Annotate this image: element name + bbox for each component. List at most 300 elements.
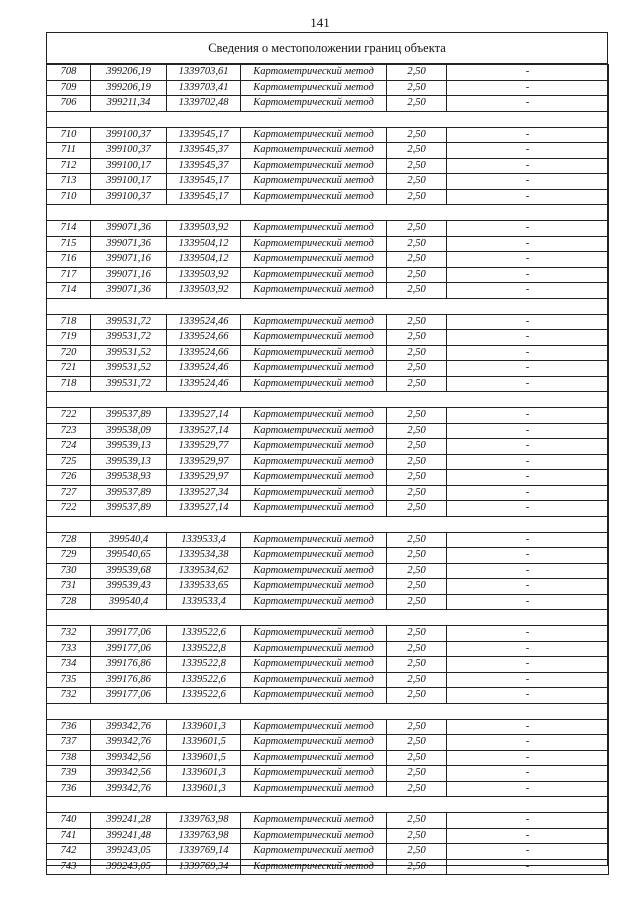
point-number-cell: 732 [47, 688, 91, 704]
y-coordinate-cell: 1339522,8 [167, 657, 241, 673]
table-row [47, 781, 609, 797]
description-cell: - [447, 189, 609, 205]
method-cell: Картометрический метод [241, 345, 387, 361]
table-row [47, 594, 609, 610]
description-cell: - [447, 470, 609, 486]
point-number-cell: 731 [47, 579, 91, 595]
accuracy-cell: 2,50 [387, 548, 447, 564]
table-row [47, 221, 609, 237]
table-row [47, 735, 609, 751]
y-coordinate-cell: 1339545,37 [167, 158, 241, 174]
method-cell: Картометрический метод [241, 65, 387, 81]
table-row [47, 470, 609, 486]
method-cell: Картометрический метод [241, 485, 387, 501]
accuracy-cell: 2,50 [387, 485, 447, 501]
accuracy-cell: 2,50 [387, 127, 447, 143]
method-cell: Картометрический метод [241, 766, 387, 782]
accuracy-cell: 2,50 [387, 423, 447, 439]
table-row [47, 844, 609, 860]
group-separator-row [47, 797, 609, 813]
y-coordinate-cell: 1339529,97 [167, 454, 241, 470]
description-cell: - [447, 626, 609, 642]
point-number-cell: 729 [47, 548, 91, 564]
description-cell: - [447, 548, 609, 564]
accuracy-cell: 2,50 [387, 641, 447, 657]
method-cell: Картометрический метод [241, 127, 387, 143]
group-separator-row [47, 610, 609, 626]
y-coordinate-cell: 1339533,4 [167, 532, 241, 548]
x-coordinate-cell: 399176,86 [91, 657, 167, 673]
point-number-cell: 713 [47, 174, 91, 190]
method-cell: Картометрический метод [241, 641, 387, 657]
table-row [47, 439, 609, 455]
boundary-table-sheet [46, 32, 608, 872]
table-row [47, 252, 609, 268]
method-cell: Картометрический метод [241, 376, 387, 392]
accuracy-cell: 2,50 [387, 719, 447, 735]
description-cell: - [447, 65, 609, 81]
description-cell: - [447, 641, 609, 657]
y-coordinate-cell: 1339703,61 [167, 65, 241, 81]
x-coordinate-cell: 399206,19 [91, 80, 167, 96]
coordinates-table-body [47, 65, 609, 875]
group-separator-row [47, 298, 609, 314]
x-coordinate-cell: 399540,4 [91, 594, 167, 610]
y-coordinate-cell: 1339524,46 [167, 314, 241, 330]
method-cell: Картометрический метод [241, 813, 387, 829]
description-cell: - [447, 267, 609, 283]
point-number-cell: 735 [47, 672, 91, 688]
description-cell: - [447, 766, 609, 782]
point-number-cell: 738 [47, 750, 91, 766]
description-cell: - [447, 532, 609, 548]
y-coordinate-cell: 1339601,3 [167, 766, 241, 782]
x-coordinate-cell: 399071,16 [91, 267, 167, 283]
point-number-cell: 728 [47, 532, 91, 548]
point-number-cell: 712 [47, 158, 91, 174]
accuracy-cell: 2,50 [387, 267, 447, 283]
method-cell: Картометрический метод [241, 189, 387, 205]
method-cell: Картометрический метод [241, 408, 387, 424]
point-number-cell: 727 [47, 485, 91, 501]
method-cell: Картометрический метод [241, 439, 387, 455]
point-number-cell: 726 [47, 470, 91, 486]
table-row [47, 657, 609, 673]
accuracy-cell: 2,50 [387, 408, 447, 424]
x-coordinate-cell: 399176,86 [91, 672, 167, 688]
group-separator-row [47, 703, 609, 719]
y-coordinate-cell: 1339504,12 [167, 252, 241, 268]
x-coordinate-cell: 399243,05 [91, 859, 167, 875]
x-coordinate-cell: 399537,89 [91, 408, 167, 424]
method-cell: Картометрический метод [241, 532, 387, 548]
table-row [47, 345, 609, 361]
description-cell: - [447, 735, 609, 751]
point-number-cell: 724 [47, 439, 91, 455]
table-row [47, 672, 609, 688]
point-number-cell: 714 [47, 283, 91, 299]
description-cell: - [447, 236, 609, 252]
point-number-cell: 715 [47, 236, 91, 252]
y-coordinate-cell: 1339524,46 [167, 361, 241, 377]
accuracy-cell: 2,50 [387, 781, 447, 797]
table-row [47, 189, 609, 205]
group-separator-row [47, 392, 609, 408]
accuracy-cell: 2,50 [387, 236, 447, 252]
method-cell: Картометрический метод [241, 859, 387, 875]
x-coordinate-cell: 399342,56 [91, 750, 167, 766]
description-cell: - [447, 657, 609, 673]
table-row [47, 579, 609, 595]
method-cell: Картометрический метод [241, 143, 387, 159]
x-coordinate-cell: 399537,89 [91, 485, 167, 501]
accuracy-cell: 2,50 [387, 859, 447, 875]
y-coordinate-cell: 1339601,5 [167, 750, 241, 766]
x-coordinate-cell: 399539,43 [91, 579, 167, 595]
x-coordinate-cell: 399342,76 [91, 781, 167, 797]
y-coordinate-cell: 1339533,65 [167, 579, 241, 595]
table-row [47, 65, 609, 81]
point-number-cell: 741 [47, 828, 91, 844]
y-coordinate-cell: 1339527,34 [167, 485, 241, 501]
y-coordinate-cell: 1339534,62 [167, 563, 241, 579]
method-cell: Картометрический метод [241, 221, 387, 237]
y-coordinate-cell: 1339522,6 [167, 688, 241, 704]
x-coordinate-cell: 399100,17 [91, 158, 167, 174]
point-number-cell: 718 [47, 376, 91, 392]
x-coordinate-cell: 399531,72 [91, 376, 167, 392]
accuracy-cell: 2,50 [387, 579, 447, 595]
table-title: Сведения о местоположении границ объекта [47, 33, 607, 64]
description-cell: - [447, 563, 609, 579]
group-separator-row [47, 111, 609, 127]
accuracy-cell: 2,50 [387, 189, 447, 205]
description-cell: - [447, 859, 609, 875]
accuracy-cell: 2,50 [387, 361, 447, 377]
separator-cell [47, 392, 609, 408]
table-row [47, 548, 609, 564]
table-row [47, 330, 609, 346]
method-cell: Картометрический метод [241, 267, 387, 283]
table-row [47, 688, 609, 704]
y-coordinate-cell: 1339601,3 [167, 719, 241, 735]
x-coordinate-cell: 399342,76 [91, 719, 167, 735]
separator-cell [47, 298, 609, 314]
point-number-cell: 725 [47, 454, 91, 470]
y-coordinate-cell: 1339769,34 [167, 859, 241, 875]
table-row [47, 174, 609, 190]
description-cell: - [447, 174, 609, 190]
y-coordinate-cell: 1339601,3 [167, 781, 241, 797]
accuracy-cell: 2,50 [387, 563, 447, 579]
point-number-cell: 719 [47, 330, 91, 346]
method-cell: Картометрический метод [241, 735, 387, 751]
accuracy-cell: 2,50 [387, 750, 447, 766]
y-coordinate-cell: 1339601,5 [167, 735, 241, 751]
accuracy-cell: 2,50 [387, 80, 447, 96]
y-coordinate-cell: 1339524,66 [167, 345, 241, 361]
description-cell: - [447, 361, 609, 377]
description-cell: - [447, 376, 609, 392]
point-number-cell: 732 [47, 626, 91, 642]
method-cell: Картометрический метод [241, 563, 387, 579]
x-coordinate-cell: 399537,89 [91, 501, 167, 517]
description-cell: - [447, 781, 609, 797]
table-row [47, 828, 609, 844]
table-row [47, 563, 609, 579]
method-cell: Картометрический метод [241, 174, 387, 190]
point-number-cell: 730 [47, 563, 91, 579]
accuracy-cell: 2,50 [387, 470, 447, 486]
description-cell: - [447, 594, 609, 610]
description-cell: - [447, 408, 609, 424]
table-row [47, 236, 609, 252]
point-number-cell: 736 [47, 719, 91, 735]
coordinates-table [46, 64, 609, 875]
point-number-cell: 736 [47, 781, 91, 797]
x-coordinate-cell: 399177,06 [91, 688, 167, 704]
point-number-cell: 709 [47, 80, 91, 96]
y-coordinate-cell: 1339534,38 [167, 548, 241, 564]
table-row [47, 143, 609, 159]
point-number-cell: 717 [47, 267, 91, 283]
method-cell: Картометрический метод [241, 330, 387, 346]
y-coordinate-cell: 1339503,92 [167, 267, 241, 283]
point-number-cell: 728 [47, 594, 91, 610]
separator-cell [47, 111, 609, 127]
x-coordinate-cell: 399342,76 [91, 735, 167, 751]
y-coordinate-cell: 1339527,14 [167, 423, 241, 439]
table-row [47, 361, 609, 377]
table-row [47, 80, 609, 96]
x-coordinate-cell: 399206,19 [91, 65, 167, 81]
x-coordinate-cell: 399241,48 [91, 828, 167, 844]
accuracy-cell: 2,50 [387, 158, 447, 174]
y-coordinate-cell: 1339527,14 [167, 501, 241, 517]
group-separator-row [47, 516, 609, 532]
accuracy-cell: 2,50 [387, 813, 447, 829]
x-coordinate-cell: 399100,37 [91, 189, 167, 205]
method-cell: Картометрический метод [241, 672, 387, 688]
method-cell: Картометрический метод [241, 548, 387, 564]
x-coordinate-cell: 399071,36 [91, 236, 167, 252]
accuracy-cell: 2,50 [387, 594, 447, 610]
point-number-cell: 718 [47, 314, 91, 330]
point-number-cell: 706 [47, 96, 91, 112]
point-number-cell: 743 [47, 859, 91, 875]
table-row [47, 813, 609, 829]
method-cell: Картометрический метод [241, 750, 387, 766]
y-coordinate-cell: 1339763,98 [167, 813, 241, 829]
description-cell: - [447, 221, 609, 237]
y-coordinate-cell: 1339545,17 [167, 127, 241, 143]
y-coordinate-cell: 1339504,12 [167, 236, 241, 252]
page-number: 141 [310, 15, 330, 30]
table-row [47, 454, 609, 470]
table-row [47, 750, 609, 766]
description-cell: - [447, 750, 609, 766]
description-cell: - [447, 143, 609, 159]
method-cell: Картометрический метод [241, 594, 387, 610]
point-number-cell: 740 [47, 813, 91, 829]
y-coordinate-cell: 1339522,6 [167, 672, 241, 688]
accuracy-cell: 2,50 [387, 626, 447, 642]
y-coordinate-cell: 1339522,6 [167, 626, 241, 642]
method-cell: Картометрический метод [241, 470, 387, 486]
description-cell: - [447, 80, 609, 96]
x-coordinate-cell: 399243,05 [91, 844, 167, 860]
table-row [47, 158, 609, 174]
method-cell: Картометрический метод [241, 579, 387, 595]
y-coordinate-cell: 1339527,14 [167, 408, 241, 424]
accuracy-cell: 2,50 [387, 532, 447, 548]
accuracy-cell: 2,50 [387, 672, 447, 688]
x-coordinate-cell: 399539,13 [91, 439, 167, 455]
x-coordinate-cell: 399100,37 [91, 127, 167, 143]
method-cell: Картометрический метод [241, 96, 387, 112]
description-cell: - [447, 283, 609, 299]
method-cell: Картометрический метод [241, 314, 387, 330]
description-cell: - [447, 454, 609, 470]
table-row [47, 485, 609, 501]
table-row [47, 96, 609, 112]
table-row [47, 127, 609, 143]
description-cell: - [447, 485, 609, 501]
table-row [47, 626, 609, 642]
separator-cell [47, 610, 609, 626]
accuracy-cell: 2,50 [387, 844, 447, 860]
accuracy-cell: 2,50 [387, 454, 447, 470]
table-row [47, 766, 609, 782]
method-cell: Картометрический метод [241, 688, 387, 704]
table-row [47, 267, 609, 283]
point-number-cell: 734 [47, 657, 91, 673]
point-number-cell: 722 [47, 408, 91, 424]
method-cell: Картометрический метод [241, 501, 387, 517]
accuracy-cell: 2,50 [387, 828, 447, 844]
table-row [47, 501, 609, 517]
y-coordinate-cell: 1339763,98 [167, 828, 241, 844]
accuracy-cell: 2,50 [387, 330, 447, 346]
point-number-cell: 733 [47, 641, 91, 657]
table-row [47, 283, 609, 299]
description-cell: - [447, 314, 609, 330]
accuracy-cell: 2,50 [387, 221, 447, 237]
description-cell: - [447, 688, 609, 704]
accuracy-cell: 2,50 [387, 735, 447, 751]
description-cell: - [447, 423, 609, 439]
description-cell: - [447, 96, 609, 112]
y-coordinate-cell: 1339529,97 [167, 470, 241, 486]
table-row [47, 641, 609, 657]
x-coordinate-cell: 399071,36 [91, 221, 167, 237]
x-coordinate-cell: 399177,06 [91, 641, 167, 657]
x-coordinate-cell: 399211,34 [91, 96, 167, 112]
x-coordinate-cell: 399531,72 [91, 330, 167, 346]
description-cell: - [447, 252, 609, 268]
y-coordinate-cell: 1339524,66 [167, 330, 241, 346]
x-coordinate-cell: 399540,4 [91, 532, 167, 548]
point-number-cell: 711 [47, 143, 91, 159]
x-coordinate-cell: 399531,52 [91, 345, 167, 361]
table-row [47, 423, 609, 439]
method-cell: Картометрический метод [241, 719, 387, 735]
y-coordinate-cell: 1339545,17 [167, 189, 241, 205]
point-number-cell: 742 [47, 844, 91, 860]
y-coordinate-cell: 1339545,37 [167, 143, 241, 159]
accuracy-cell: 2,50 [387, 501, 447, 517]
method-cell: Картометрический метод [241, 626, 387, 642]
x-coordinate-cell: 399539,68 [91, 563, 167, 579]
method-cell: Картометрический метод [241, 252, 387, 268]
point-number-cell: 737 [47, 735, 91, 751]
method-cell: Картометрический метод [241, 158, 387, 174]
method-cell: Картометрический метод [241, 657, 387, 673]
description-cell: - [447, 844, 609, 860]
method-cell: Картометрический метод [241, 844, 387, 860]
description-cell: - [447, 330, 609, 346]
point-number-cell: 721 [47, 361, 91, 377]
description-cell: - [447, 672, 609, 688]
x-coordinate-cell: 399100,37 [91, 143, 167, 159]
accuracy-cell: 2,50 [387, 657, 447, 673]
method-cell: Картометрический метод [241, 236, 387, 252]
x-coordinate-cell: 399241,28 [91, 813, 167, 829]
description-cell: - [447, 345, 609, 361]
accuracy-cell: 2,50 [387, 314, 447, 330]
table-row [47, 408, 609, 424]
y-coordinate-cell: 1339503,92 [167, 283, 241, 299]
point-number-cell: 720 [47, 345, 91, 361]
description-cell: - [447, 439, 609, 455]
table-row [47, 532, 609, 548]
x-coordinate-cell: 399342,56 [91, 766, 167, 782]
point-number-cell: 714 [47, 221, 91, 237]
accuracy-cell: 2,50 [387, 766, 447, 782]
table-row [47, 719, 609, 735]
x-coordinate-cell: 399538,09 [91, 423, 167, 439]
point-number-cell: 722 [47, 501, 91, 517]
method-cell: Картометрический метод [241, 454, 387, 470]
x-coordinate-cell: 399531,52 [91, 361, 167, 377]
x-coordinate-cell: 399531,72 [91, 314, 167, 330]
description-cell: - [447, 127, 609, 143]
accuracy-cell: 2,50 [387, 283, 447, 299]
description-cell: - [447, 719, 609, 735]
description-cell: - [447, 158, 609, 174]
point-number-cell: 739 [47, 766, 91, 782]
point-number-cell: 716 [47, 252, 91, 268]
y-coordinate-cell: 1339522,8 [167, 641, 241, 657]
separator-cell [47, 205, 609, 221]
accuracy-cell: 2,50 [387, 439, 447, 455]
x-coordinate-cell: 399539,13 [91, 454, 167, 470]
x-coordinate-cell: 399177,06 [91, 626, 167, 642]
separator-cell [47, 797, 609, 813]
x-coordinate-cell: 399071,16 [91, 252, 167, 268]
y-coordinate-cell: 1339533,4 [167, 594, 241, 610]
accuracy-cell: 2,50 [387, 376, 447, 392]
accuracy-cell: 2,50 [387, 65, 447, 81]
method-cell: Картометрический метод [241, 80, 387, 96]
point-number-cell: 710 [47, 127, 91, 143]
table-row [47, 314, 609, 330]
description-cell: - [447, 501, 609, 517]
y-coordinate-cell: 1339769,14 [167, 844, 241, 860]
y-coordinate-cell: 1339503,92 [167, 221, 241, 237]
group-separator-row [47, 205, 609, 221]
accuracy-cell: 2,50 [387, 345, 447, 361]
